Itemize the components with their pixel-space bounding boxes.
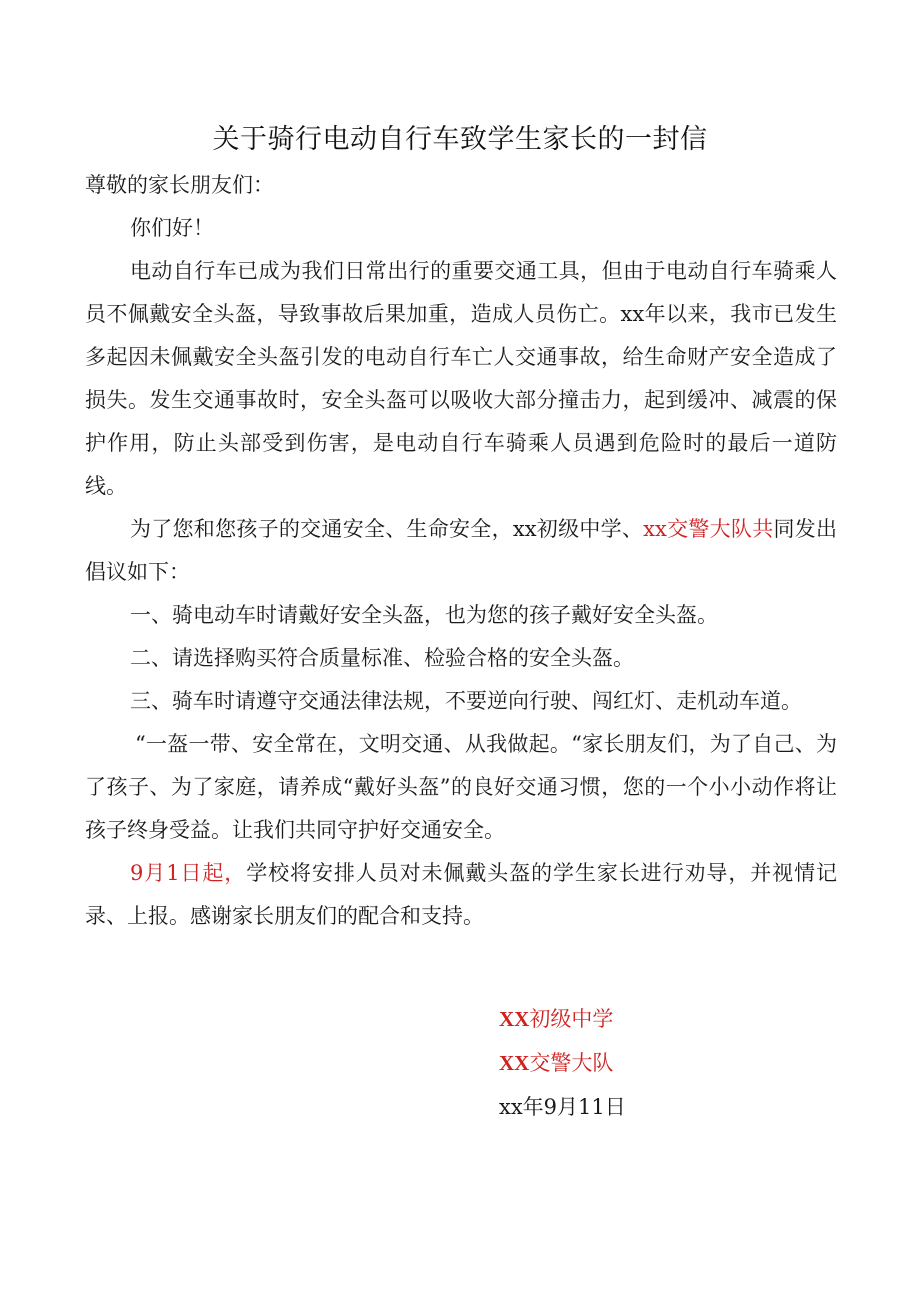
greeting: 你们好！	[130, 216, 214, 240]
salutation: 尊敬的家长朋友们：	[85, 173, 274, 197]
initiative-text-3: 同发出倡议如下：	[85, 517, 838, 584]
letter-title: 关于骑行电动自行车致学生家长的一封信	[212, 124, 708, 155]
signature-date: xx年9月11日	[499, 1095, 626, 1119]
paragraph-intro: 电动自行车已成为我们日常出行的重要交通工具，但由于电动自行车骑乘人员不佩戴安全头盔，导致事故后果加重，造成人员伤亡。xx年以来，我市已发生多起因未佩戴安全头盔引发的电动自行车亡人交通事故，给生命财产安全造成了损失。发生交通事故时，安全头盔可以吸收大部分撞击力，起到缓冲、减震的保护作用，防止头部受到伤害，是电动自行车骑乘人员遇到危险时的最后一道防线。	[85, 259, 837, 498]
initiative-text-red: xx交警大队共	[643, 517, 774, 541]
list-item-1: 一、骑电动车时请戴好安全头盔，也为您的孩子戴好安全头盔。	[130, 603, 718, 627]
signature-block	[499, 997, 819, 1129]
signature-school	[499, 997, 819, 1041]
signature-police-name: 交警大队	[529, 1051, 614, 1075]
signature-school-xx: XX	[499, 1007, 530, 1031]
paragraph-initiative	[85, 508, 837, 594]
letter-body	[85, 164, 837, 938]
list-item-2: 二、请选择购买符合质量标准、检验合格的安全头盔。	[130, 646, 634, 670]
paragraph-slogan: “一盔一带、安全常在，文明交通、从我做起。“家长朋友们，为了自己、为了孩子、为了家庭，请养成“戴好头盔”的良好交通习惯，您的一个小小动作将让孩子终身受益。让我们共同守护好交通安全。	[85, 732, 837, 842]
paragraph-notice	[85, 852, 837, 938]
notice-text: 学校将安排人员对未佩戴头盔的学生家长进行劝导，并视情记录、上报。感谢家长朋友们的配合和支持。	[85, 861, 837, 928]
initiative-text-1: 为了您和您孩子的交通安全、生命安全，xx初级中学、	[130, 517, 644, 541]
signature-police	[499, 1041, 819, 1085]
signature-school-name: 初级中学	[529, 1007, 614, 1031]
list-item-3: 三、骑车时请遵守交通法律法规，不要逆向行驶、闯红灯、走机动车道。	[130, 689, 802, 713]
notice-date-red: 9月1日起，	[130, 861, 247, 885]
signature-police-xx: XX	[499, 1051, 530, 1075]
